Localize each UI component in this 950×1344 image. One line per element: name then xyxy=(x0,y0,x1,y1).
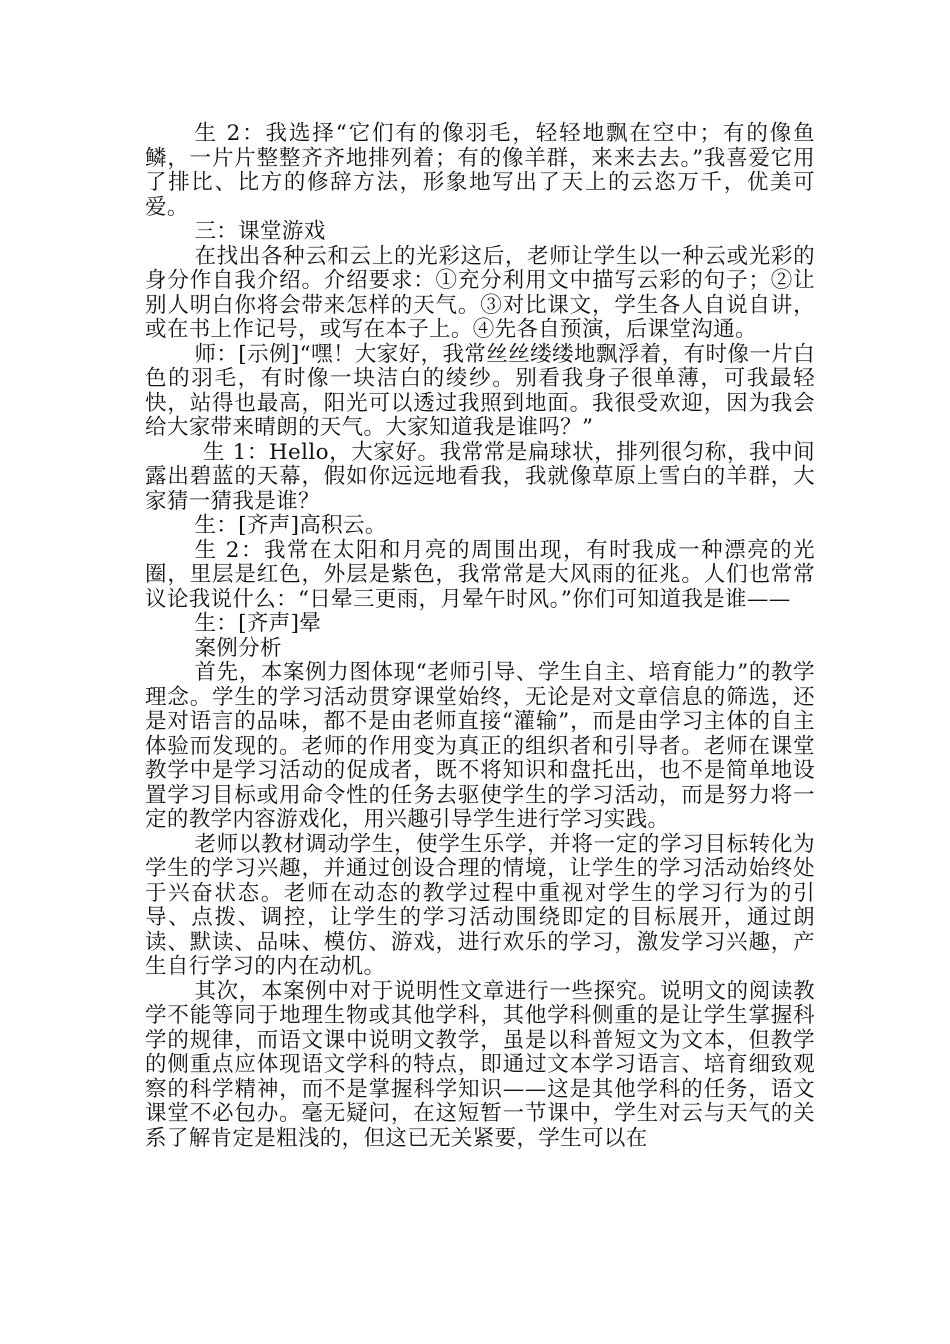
paragraph-chorus-answer-1: 生：[齐声]高积云。 xyxy=(194,513,387,538)
paragraph-teacher-example: 师：[示例]“嘿！大家好，我常丝丝缕缕地飘浮着，有时像一片白色的羽毛，有时像一块洁白的绫纱。别看我身子很单薄，可我最轻快，站得也最高，阳光可以透过我照到地面。我很受欢迎，因为我会给大家带来晴朗的天气。大家知道我是谁吗？” xyxy=(145,341,815,440)
paragraph-game-intro: 在找出各种云和云上的光彩这后，老师让学生以一种云或光彩的身分作自我介绍。介绍要求：①充分利用文中描写云彩的句子；②让别人明白你将会带来怎样的天气。③对比课文，学生各人自说自讲，或在书上作记号，或写在本子上。④先各自预演，后课堂沟通。 xyxy=(145,243,815,342)
paragraph-student2-halo: 生 2：我常在太阳和月亮的周围出现，有时我成一种漂亮的光圈，里层是红色，外层是紫色，我常常是大风雨的征兆。人们也常常议论我说什么：“日晕三更雨，月晕午时风。”你们可知道我是谁—— xyxy=(145,537,815,612)
section-heading-classroom-game: 三：课堂游戏 xyxy=(194,219,326,244)
paragraph-chorus-answer-2: 生：[齐声]晕 xyxy=(194,611,322,636)
paragraph-analysis-second: 其次，本案例中对于说明性文章进行一些探究。说明文的阅读教学不能等同于地理生物或其他学科，其他学科侧重的是让学生掌握科学的规律，而语文课中说明文教学，虽是以科普短文为文本，但教学的侧重点应体现语文学科的特点，即通过文本学习语言、培育细致观察的科学精神，而不是掌握科学知识——这是其他学科的任务，语文课堂不必包办。毫无疑问，在这短暂一节课中，学生对云与天气的关系了解肯定是粗浅的，但这已无关紧要，学生可以在 xyxy=(145,978,815,1151)
paragraph-analysis-first: 首先，本案例力图体现“老师引导、学生自主、培育能力”的教学理念。学生的学习活动贯穿课堂始终，无论是对文章信息的筛选，还是对语言的品味，都不是由老师直接“灌输”，而是由学习主体的自主体验而发现的。老师的作用变为真正的组织者和引导者。老师在课堂教学中是学习活动的促成者，既不将知识和盘托出，也不是简单地设置学习目标或用命令性的任务去驱使学生的学习活动，而是努力将一定的教学内容游戏化，用兴趣引导学生进行学习实践。 xyxy=(145,660,815,832)
paragraph-analysis-teacher: 老师以教材调动学生，使学生乐学，并将一定的学习目标转化为学生的学习兴趣，并通过创设合理的情境，让学生的学习活动始终处于兴奋状态。老师在动态的教学过程中重视对学生的学习行为的引导、点拨、调控，让学生的学习活动围绕即定的目标展开，通过朗读、默读、品味、模仿、游戏，进行欢乐的学习，激发学习兴趣，产生自行学习的内在动机。 xyxy=(145,831,815,979)
paragraph-student2-choice: 生 2：我选择“它们有的像羽毛，轻轻地飘在空中；有的像鱼鳞，一片片整整齐齐地排列着；有的像羊群，来来去去。”我喜爱它用了排比、比方的修辞方法，形象地写出了天上的云恣万千，优美可爱。 xyxy=(145,121,815,220)
section-heading-case-analysis: 案例分析 xyxy=(194,635,282,661)
paragraph-student1: 生 1：Hello，大家好。我常常是扁球状，排列很匀称，我中间露出碧蓝的天幕，假如你远远地看我，我就像草原上雪白的羊群，大家猜一猜我是谁？ xyxy=(145,439,815,514)
document-body xyxy=(145,122,815,1151)
